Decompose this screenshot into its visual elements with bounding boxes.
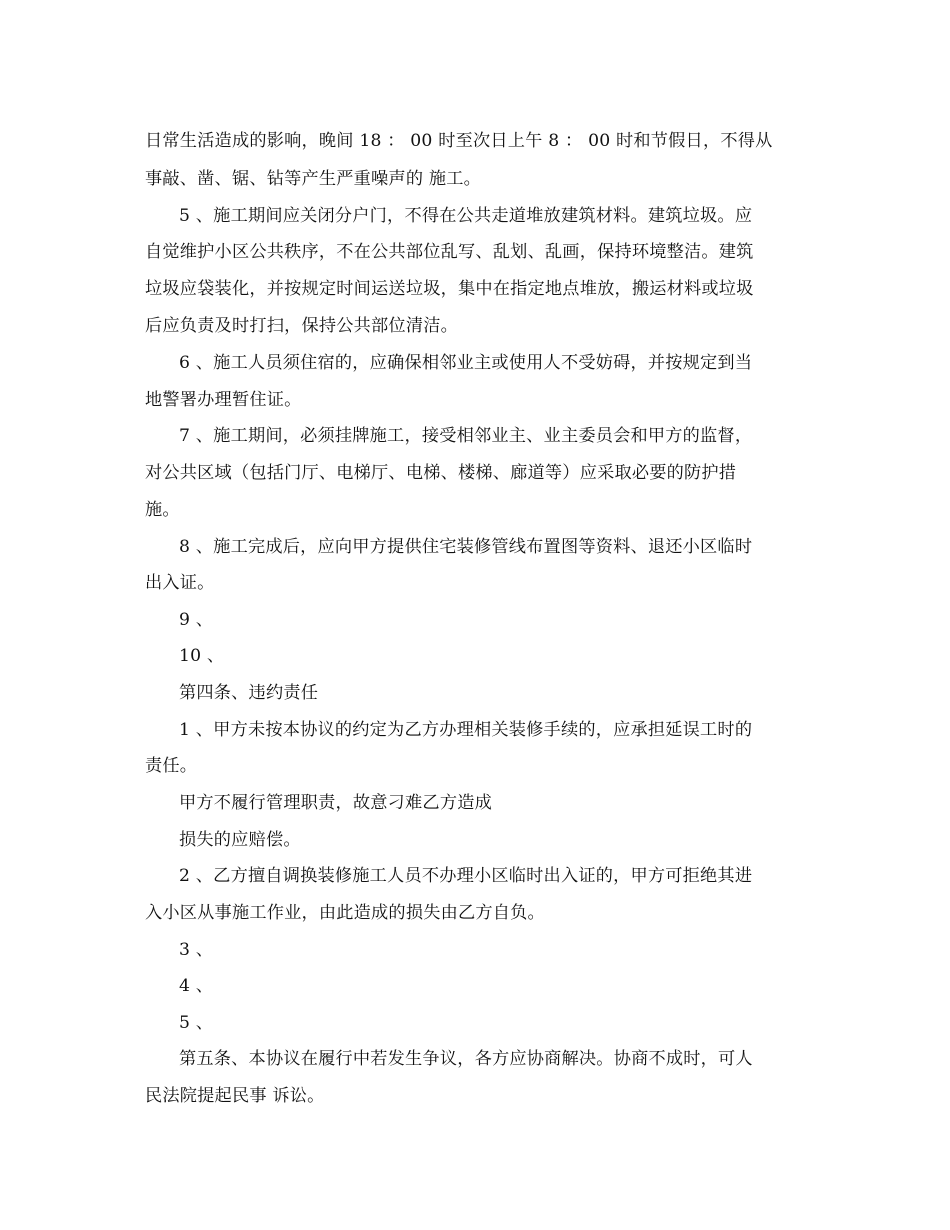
paragraph-5-start: 5 、施工期间应关闭分户门，不得在公共走道堆放建筑材料。建筑垃圾。应 bbox=[179, 206, 753, 226]
text-line: 垃圾应袋装化，并按规定时间运送垃圾，集中在指定地点堆放，搬运材料或垃圾 bbox=[145, 279, 754, 299]
text-line: 施。 bbox=[145, 500, 180, 520]
paragraph-8-start: 8 、施工完成后，应向甲方提供住宅装修管线布置图等资料、退还小区临时 bbox=[179, 537, 753, 557]
paragraph-1-start: 1 、甲方未按本协议的约定为乙方办理相关装修手续的，应承担延误工时的 bbox=[179, 720, 753, 740]
item-10: 10 、 bbox=[179, 646, 225, 666]
text-line: 民法院提起民事 诉讼。 bbox=[145, 1086, 325, 1106]
item-4: 4 、 bbox=[179, 976, 214, 996]
section-heading-article-4: 第四条、违约责任 bbox=[179, 683, 319, 703]
text-line: 甲方不履行管理职责，故意刁难乙方造成 bbox=[179, 793, 492, 813]
text-line: 损失的应赔偿。 bbox=[179, 830, 301, 850]
text-line: 出入证。 bbox=[145, 573, 215, 593]
text-line: 地警署办理暂住证。 bbox=[145, 390, 302, 410]
text-line: 自觉维护小区公共秩序，不在公共部位乱写、乱划、乱画，保持环境整洁。建筑 bbox=[145, 242, 754, 262]
text-line: 后应负责及时打扫，保持公共部位清洁。 bbox=[145, 316, 458, 336]
item-5: 5 、 bbox=[179, 1013, 214, 1033]
item-3: 3 、 bbox=[179, 940, 214, 960]
text-line: 日常生活造成的影响，晚间 18 ： 00 时至次日上午 8 ： 00 时和节假日，不得从 bbox=[145, 131, 773, 151]
text-line: 入小区从事施工作业，由此造成的损失由乙方自负。 bbox=[145, 903, 545, 923]
paragraph-6-start: 6 、施工人员须住宿的，应确保相邻业主或使用人不受妨碍，并按规定到当 bbox=[179, 353, 753, 373]
text-line: 事敲、凿、锯、钻等产生严重噪声的 施工。 bbox=[145, 169, 482, 189]
paragraph-2-start: 2 、乙方擅自调换装修施工人员不办理小区临时出入证的，甲方可拒绝其进 bbox=[179, 866, 753, 886]
text-line: 责任。 bbox=[145, 756, 198, 776]
item-9: 9 、 bbox=[179, 610, 214, 630]
paragraph-7-start: 7 、施工期间，必须挂牌施工，接受相邻业主、业主委员会和甲方的监督， bbox=[179, 426, 753, 446]
text-line: 对公共区域（包括门厅、电梯厅、电梯、楼梯、廊道等）应采取必要的防护措 bbox=[145, 463, 737, 483]
section-article-5-start: 第五条、本协议在履行中若发生争议，各方应协商解决。协商不成时，可人 bbox=[179, 1049, 753, 1069]
